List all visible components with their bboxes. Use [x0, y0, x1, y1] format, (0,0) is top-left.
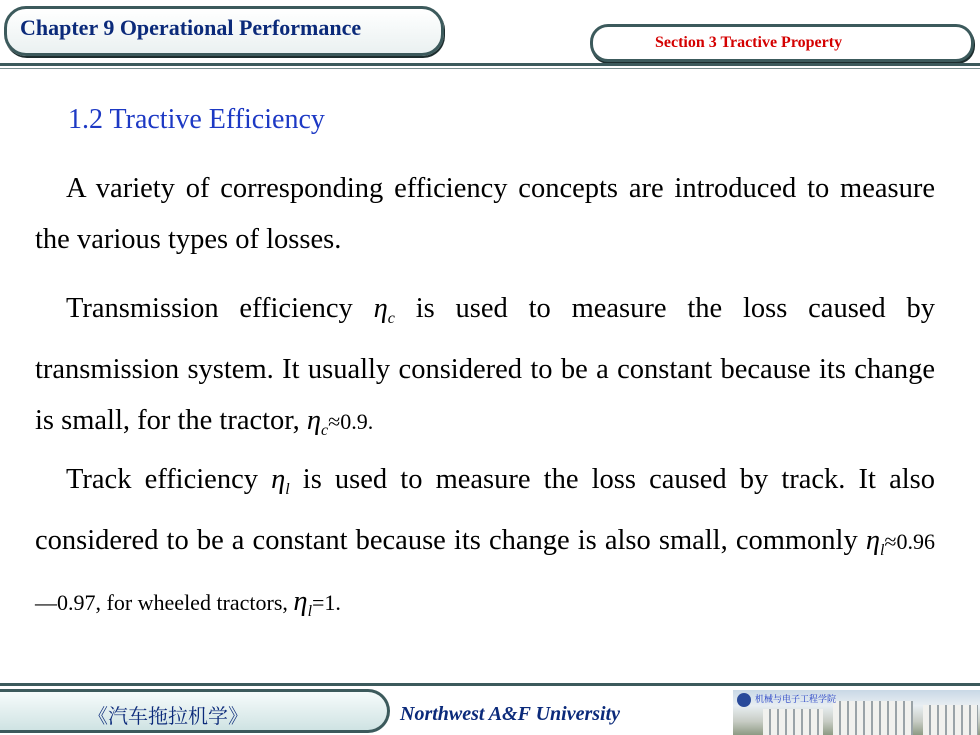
paragraph-track: [35, 454, 935, 637]
header-divider: [0, 63, 980, 66]
building-image: [763, 709, 823, 735]
eta-symbol: η: [865, 525, 880, 556]
eta-subscript: l: [285, 481, 290, 498]
p2-text-1: Transmission efficiency: [66, 293, 374, 324]
paragraph-transmission: [35, 283, 935, 456]
p2-text-2: is used to measure the loss caused by transmission system. It usually considered to be a constant because its change is small, for the tractor,: [35, 293, 936, 436]
eta-symbol: η: [271, 464, 286, 495]
eta-symbol: η: [373, 293, 388, 324]
footer-university: Northwest A&F University: [400, 703, 621, 725]
eta-subscript: c: [387, 310, 395, 327]
photo-caption: 机械与电子工程学院: [755, 695, 837, 705]
paragraph-intro-text: A variety of corresponding efficiency concepts are introduced to measure the various types of losses.: [35, 173, 935, 255]
eta-symbol: η: [306, 405, 322, 436]
p2-text-3: ≈0.9.: [328, 409, 374, 434]
header-divider-thin: [0, 68, 980, 69]
subheading: 1.2 Tractive Efficiency: [68, 104, 325, 135]
eta-subscript: c: [321, 422, 329, 439]
eta-subscript: l: [307, 603, 313, 620]
section-title: Section 3 Tractive Property: [655, 34, 843, 51]
chapter-title: Chapter 9 Operational Performance: [20, 15, 362, 40]
building-image: [923, 705, 978, 735]
p3-text-4: =1.: [312, 590, 341, 615]
footer-book-title: 《汽车拖拉机学》: [88, 704, 248, 728]
footer-campus-photo: [733, 690, 980, 735]
footer-divider: [0, 683, 980, 686]
eta-symbol: η: [293, 586, 308, 617]
p3-text-1: Track efficiency: [66, 464, 272, 495]
college-logo-icon: [737, 693, 751, 707]
p3-text-2: is used to measure the loss caused by track. It also considered to be a constant because its change is also small, commonly: [35, 464, 935, 556]
eta-subscript: l: [879, 542, 885, 559]
p3-text-3: ≈0.96—0.97, for wheeled tractors,: [35, 529, 935, 615]
building-image: [833, 701, 913, 735]
paragraph-intro: [35, 163, 935, 265]
